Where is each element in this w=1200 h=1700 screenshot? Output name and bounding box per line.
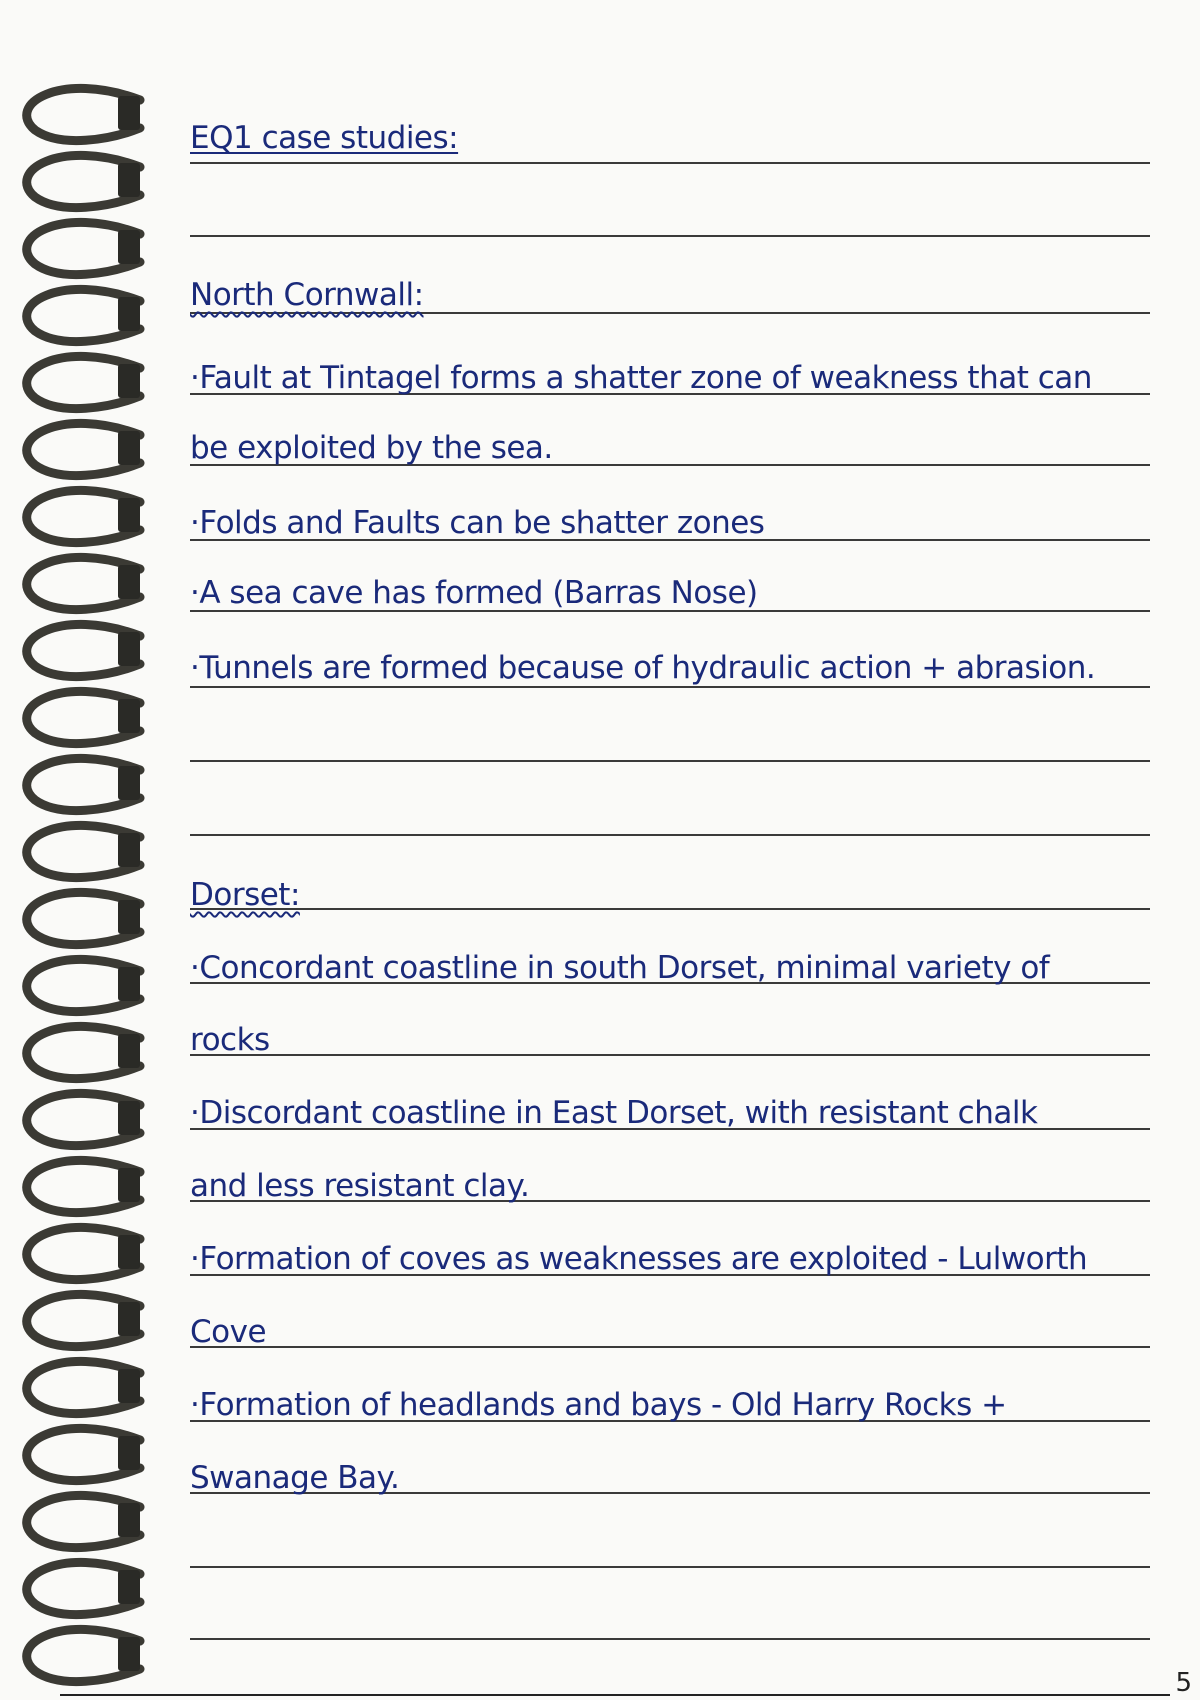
punch-hole [118,1235,140,1269]
ruled-line [190,235,1150,237]
punch-hole [118,1168,140,1202]
punch-hole [118,364,140,398]
punch-hole [118,1302,140,1336]
punch-hole [118,1503,140,1537]
punch-hole [118,766,140,800]
punch-hole [118,96,140,130]
punch-hole [118,1637,140,1671]
punch-hole [118,230,140,264]
ruled-line [190,162,1150,164]
note-line: ·Folds and Faults can be shatter zones [190,505,765,541]
punch-hole [118,163,140,197]
note-line: ·Concordant coastline in south Dorset, minimal variety of [190,950,1050,986]
note-line: ·Discordant coastline in East Dorset, with resistant chalk [190,1095,1038,1131]
page-edge [60,1694,1170,1696]
punch-hole [118,1369,140,1403]
punch-hole [118,699,140,733]
note-line: rocks [190,1022,270,1058]
note-line: ·Tunnels are formed because of hydraulic action + abrasion. [190,650,1096,686]
spiral-binding-icon [0,0,160,1700]
note-line: Swanage Bay. [190,1460,400,1496]
note-line: and less resistant clay. [190,1168,530,1204]
punch-hole [118,833,140,867]
punch-hole [118,1034,140,1068]
note-line: ·Formation of coves as weaknesses are exploited - Lulworth [190,1241,1088,1277]
ruled-line [190,760,1150,762]
note-line: be exploited by the sea. [190,430,553,466]
note-line: ·Fault at Tintagel forms a shatter zone of weakness that can [190,360,1092,396]
note-line: ·Formation of headlands and bays - Old Harry Rocks + [190,1387,1007,1423]
punch-hole [118,431,140,465]
punch-hole [118,297,140,331]
page-title: EQ1 case studies: [190,120,459,156]
punch-hole [118,565,140,599]
punch-hole [118,632,140,666]
punch-hole [118,498,140,532]
page-number: 5 [1175,1668,1192,1698]
ruled-line [190,834,1150,836]
punch-hole [118,967,140,1001]
ruled-line [190,1566,1150,1568]
note-line: ·A sea cave has formed (Barras Nose) [190,575,758,611]
punch-hole [118,1101,140,1135]
ruled-line [190,1638,1150,1640]
punch-hole [118,900,140,934]
section-heading-north-cornwall: North Cornwall: [190,277,424,313]
punch-hole [118,1570,140,1604]
note-line: Cove [190,1314,267,1350]
punch-hole [118,1436,140,1470]
section-heading-dorset: Dorset: [190,877,300,913]
